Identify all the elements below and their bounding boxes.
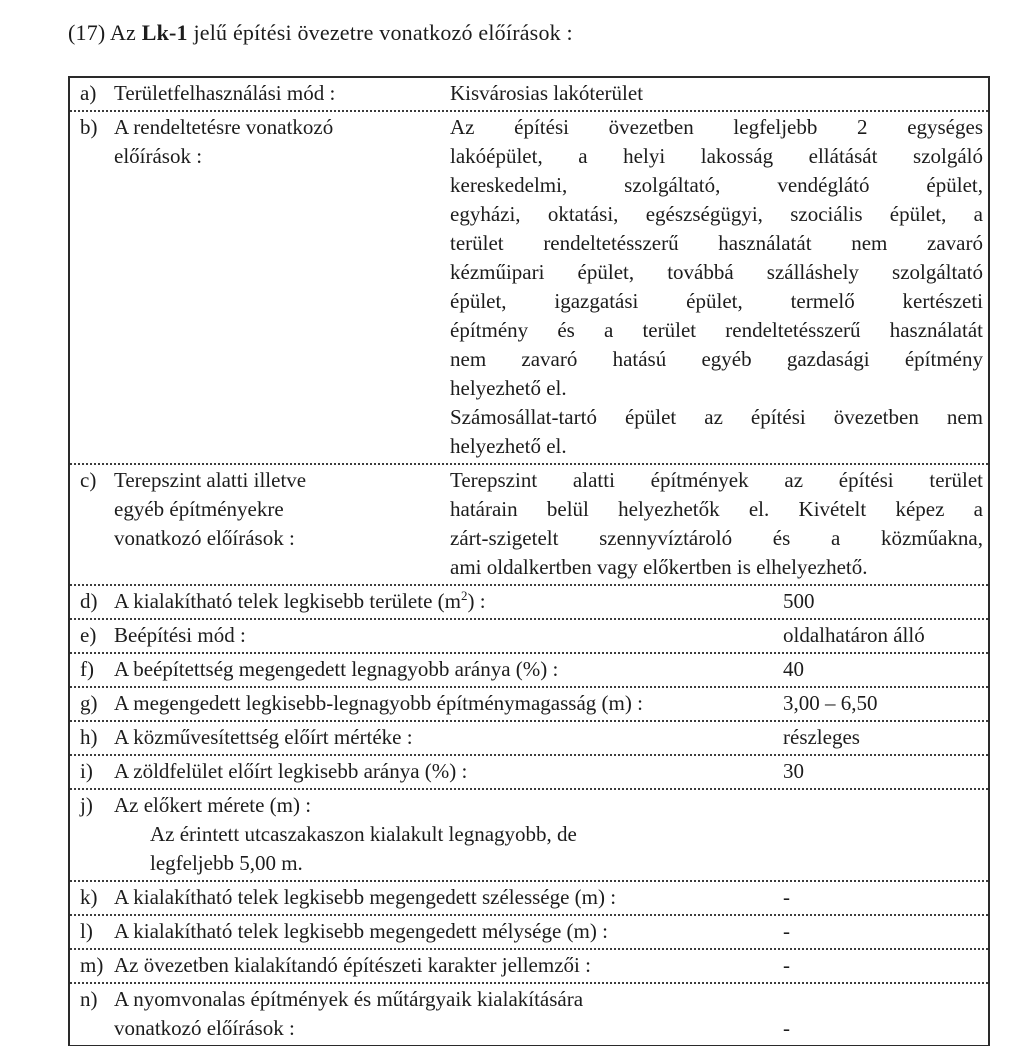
table-row — [70, 882, 988, 916]
label-line: A rendeltetésre vonatkozó — [114, 115, 334, 139]
table-row — [70, 78, 988, 112]
table-row — [70, 950, 988, 984]
title-prefix: (17) Az — [68, 20, 142, 45]
row-letter: n) — [80, 987, 98, 1011]
value-text: oldalhatáron álló — [783, 623, 925, 647]
value-text: 500 — [783, 589, 815, 613]
row-label — [114, 757, 783, 786]
table-row — [70, 916, 988, 950]
row-value — [450, 113, 988, 461]
value-text: részleges — [783, 725, 860, 749]
value-line: zárt-szigetelt szennyvíztároló és a közműakna, — [450, 526, 983, 550]
value-line: helyezhető el. — [450, 434, 567, 458]
value-line: terület rendeltetésszerű használatát nem zavaró — [450, 231, 983, 255]
regulations-table — [68, 76, 990, 1046]
value-line: nem zavaró hatású egyéb gazdasági építmény — [450, 347, 983, 371]
value-text: 30 — [783, 759, 804, 783]
row-value — [783, 917, 988, 946]
row-letter: g) — [80, 691, 98, 715]
value-text: - — [783, 1016, 790, 1040]
table-row — [70, 465, 988, 586]
row-value — [783, 883, 988, 912]
row-letter: f) — [80, 657, 94, 681]
table-row — [70, 984, 988, 1045]
table-row — [70, 112, 988, 465]
row-letter: a) — [80, 81, 97, 105]
value-line: egyházi, oktatási, egészségügyi, szociális épület, a — [450, 202, 983, 226]
row-label — [114, 917, 783, 946]
value-line: Az építési övezetben legfeljebb 2 egységes — [450, 115, 983, 139]
zone-code: Lk-1 — [141, 20, 188, 45]
label-line: Az övezetben kialakítandó építészeti karakter jellemzői : — [114, 953, 591, 977]
value-text: - — [783, 919, 790, 943]
row-label — [114, 655, 783, 684]
row-value — [450, 79, 988, 108]
value-line: ami oldalkertben vagy előkertben is elhelyezhető. — [450, 555, 868, 579]
label-line: A kialakítható telek legkisebb megengedett szélessége (m) : — [114, 885, 617, 909]
title-suffix: jelű építési övezetre vonatkozó előírások : — [187, 20, 573, 45]
row-label — [114, 985, 783, 1043]
row-letter: e) — [80, 623, 97, 647]
row-label — [114, 79, 450, 108]
value-line: helyezhető el. — [450, 376, 567, 400]
table-row — [70, 790, 988, 882]
value-line: lakóépület, a helyi lakosság ellátását szolgáló — [450, 144, 983, 168]
row-value — [783, 985, 988, 1043]
row-letter: i) — [80, 759, 93, 783]
label-line: A megengedett legkisebb-legnagyobb építménymagasság (m) : — [114, 691, 643, 715]
row-letter: h) — [80, 725, 98, 749]
label-line: egyéb építményekre — [114, 497, 284, 521]
row-label — [114, 113, 450, 461]
row-value — [783, 689, 988, 718]
label-line: legfeljebb 5,00 m. — [150, 851, 303, 875]
value-line: Számosállat-tartó épület az építési övezetben nem — [450, 405, 983, 429]
label-line: A beépítettség megengedett legnagyobb aránya (%) : — [114, 657, 559, 681]
value-line: kézműipari épület, továbbá szálláshely szolgáltató — [450, 260, 983, 284]
label-line: vonatkozó előírások : — [114, 1016, 295, 1040]
row-label — [114, 791, 783, 878]
row-label — [114, 621, 783, 650]
row-letter: d) — [80, 589, 98, 613]
row-label — [114, 689, 783, 718]
table-row — [70, 688, 988, 722]
label-line: előírások : — [114, 144, 203, 168]
row-value — [783, 655, 988, 684]
label-line: vonatkozó előírások : — [114, 526, 295, 550]
label-line: Területfelhasználási mód : — [114, 81, 336, 105]
value-text: - — [783, 953, 790, 977]
value-text: 40 — [783, 657, 804, 681]
row-value — [783, 757, 988, 786]
value-line: épület, igazgatási épület, termelő kertészeti — [450, 289, 983, 313]
table-row — [70, 722, 988, 756]
row-value — [783, 723, 988, 752]
value-line: kereskedelmi, szolgáltató, vendéglátó épület, — [450, 173, 983, 197]
page-title — [68, 18, 990, 48]
value-line: Kisvárosias lakóterület — [450, 81, 644, 105]
row-value — [783, 951, 988, 980]
table-row — [70, 620, 988, 654]
table-row — [70, 586, 988, 620]
value-text: - — [783, 885, 790, 909]
label-line: A közművesítettség előírt mértéke : — [114, 725, 413, 749]
row-value — [450, 466, 988, 582]
table-row — [70, 756, 988, 790]
row-letter: l) — [80, 919, 93, 943]
label-line: Az érintett utcaszakaszon kialakult legnagyobb, de — [150, 822, 577, 846]
row-letter: m) — [80, 953, 104, 977]
value-text: 3,00 – 6,50 — [783, 691, 878, 715]
label-line: Beépítési mód : — [114, 623, 246, 647]
row-label — [114, 723, 783, 752]
row-letter: k) — [80, 885, 98, 909]
row-label — [114, 951, 783, 980]
label-line: Az előkert mérete (m) : — [114, 793, 312, 817]
row-value — [783, 587, 988, 616]
row-label — [114, 466, 450, 582]
label-line: A kialakítható telek legkisebb megengedett mélysége (m) : — [114, 919, 608, 943]
row-label — [114, 587, 783, 616]
row-letter: j) — [80, 793, 93, 817]
label-line: A kialakítható telek legkisebb területe $(m^2)$ : — [114, 588, 486, 613]
value-line: határain belül helyezhetők el. Kivételt képez a — [450, 497, 983, 521]
row-value — [783, 791, 988, 878]
label-line: A nyomvonalas építmények és műtárgyaik kialakítására — [114, 987, 584, 1011]
table-row — [70, 654, 988, 688]
row-label — [114, 883, 783, 912]
label-line: A zöldfelület előírt legkisebb aránya (%) : — [114, 759, 468, 783]
value-line: építmény és a terület rendeltetésszerű használatát — [450, 318, 983, 342]
row-letter: b) — [80, 115, 98, 139]
row-letter: c) — [80, 468, 97, 492]
row-value — [783, 621, 988, 650]
label-line: Terepszint alatti illetve — [114, 468, 307, 492]
value-line: Terepszint alatti építmények az építési terület — [450, 468, 983, 492]
